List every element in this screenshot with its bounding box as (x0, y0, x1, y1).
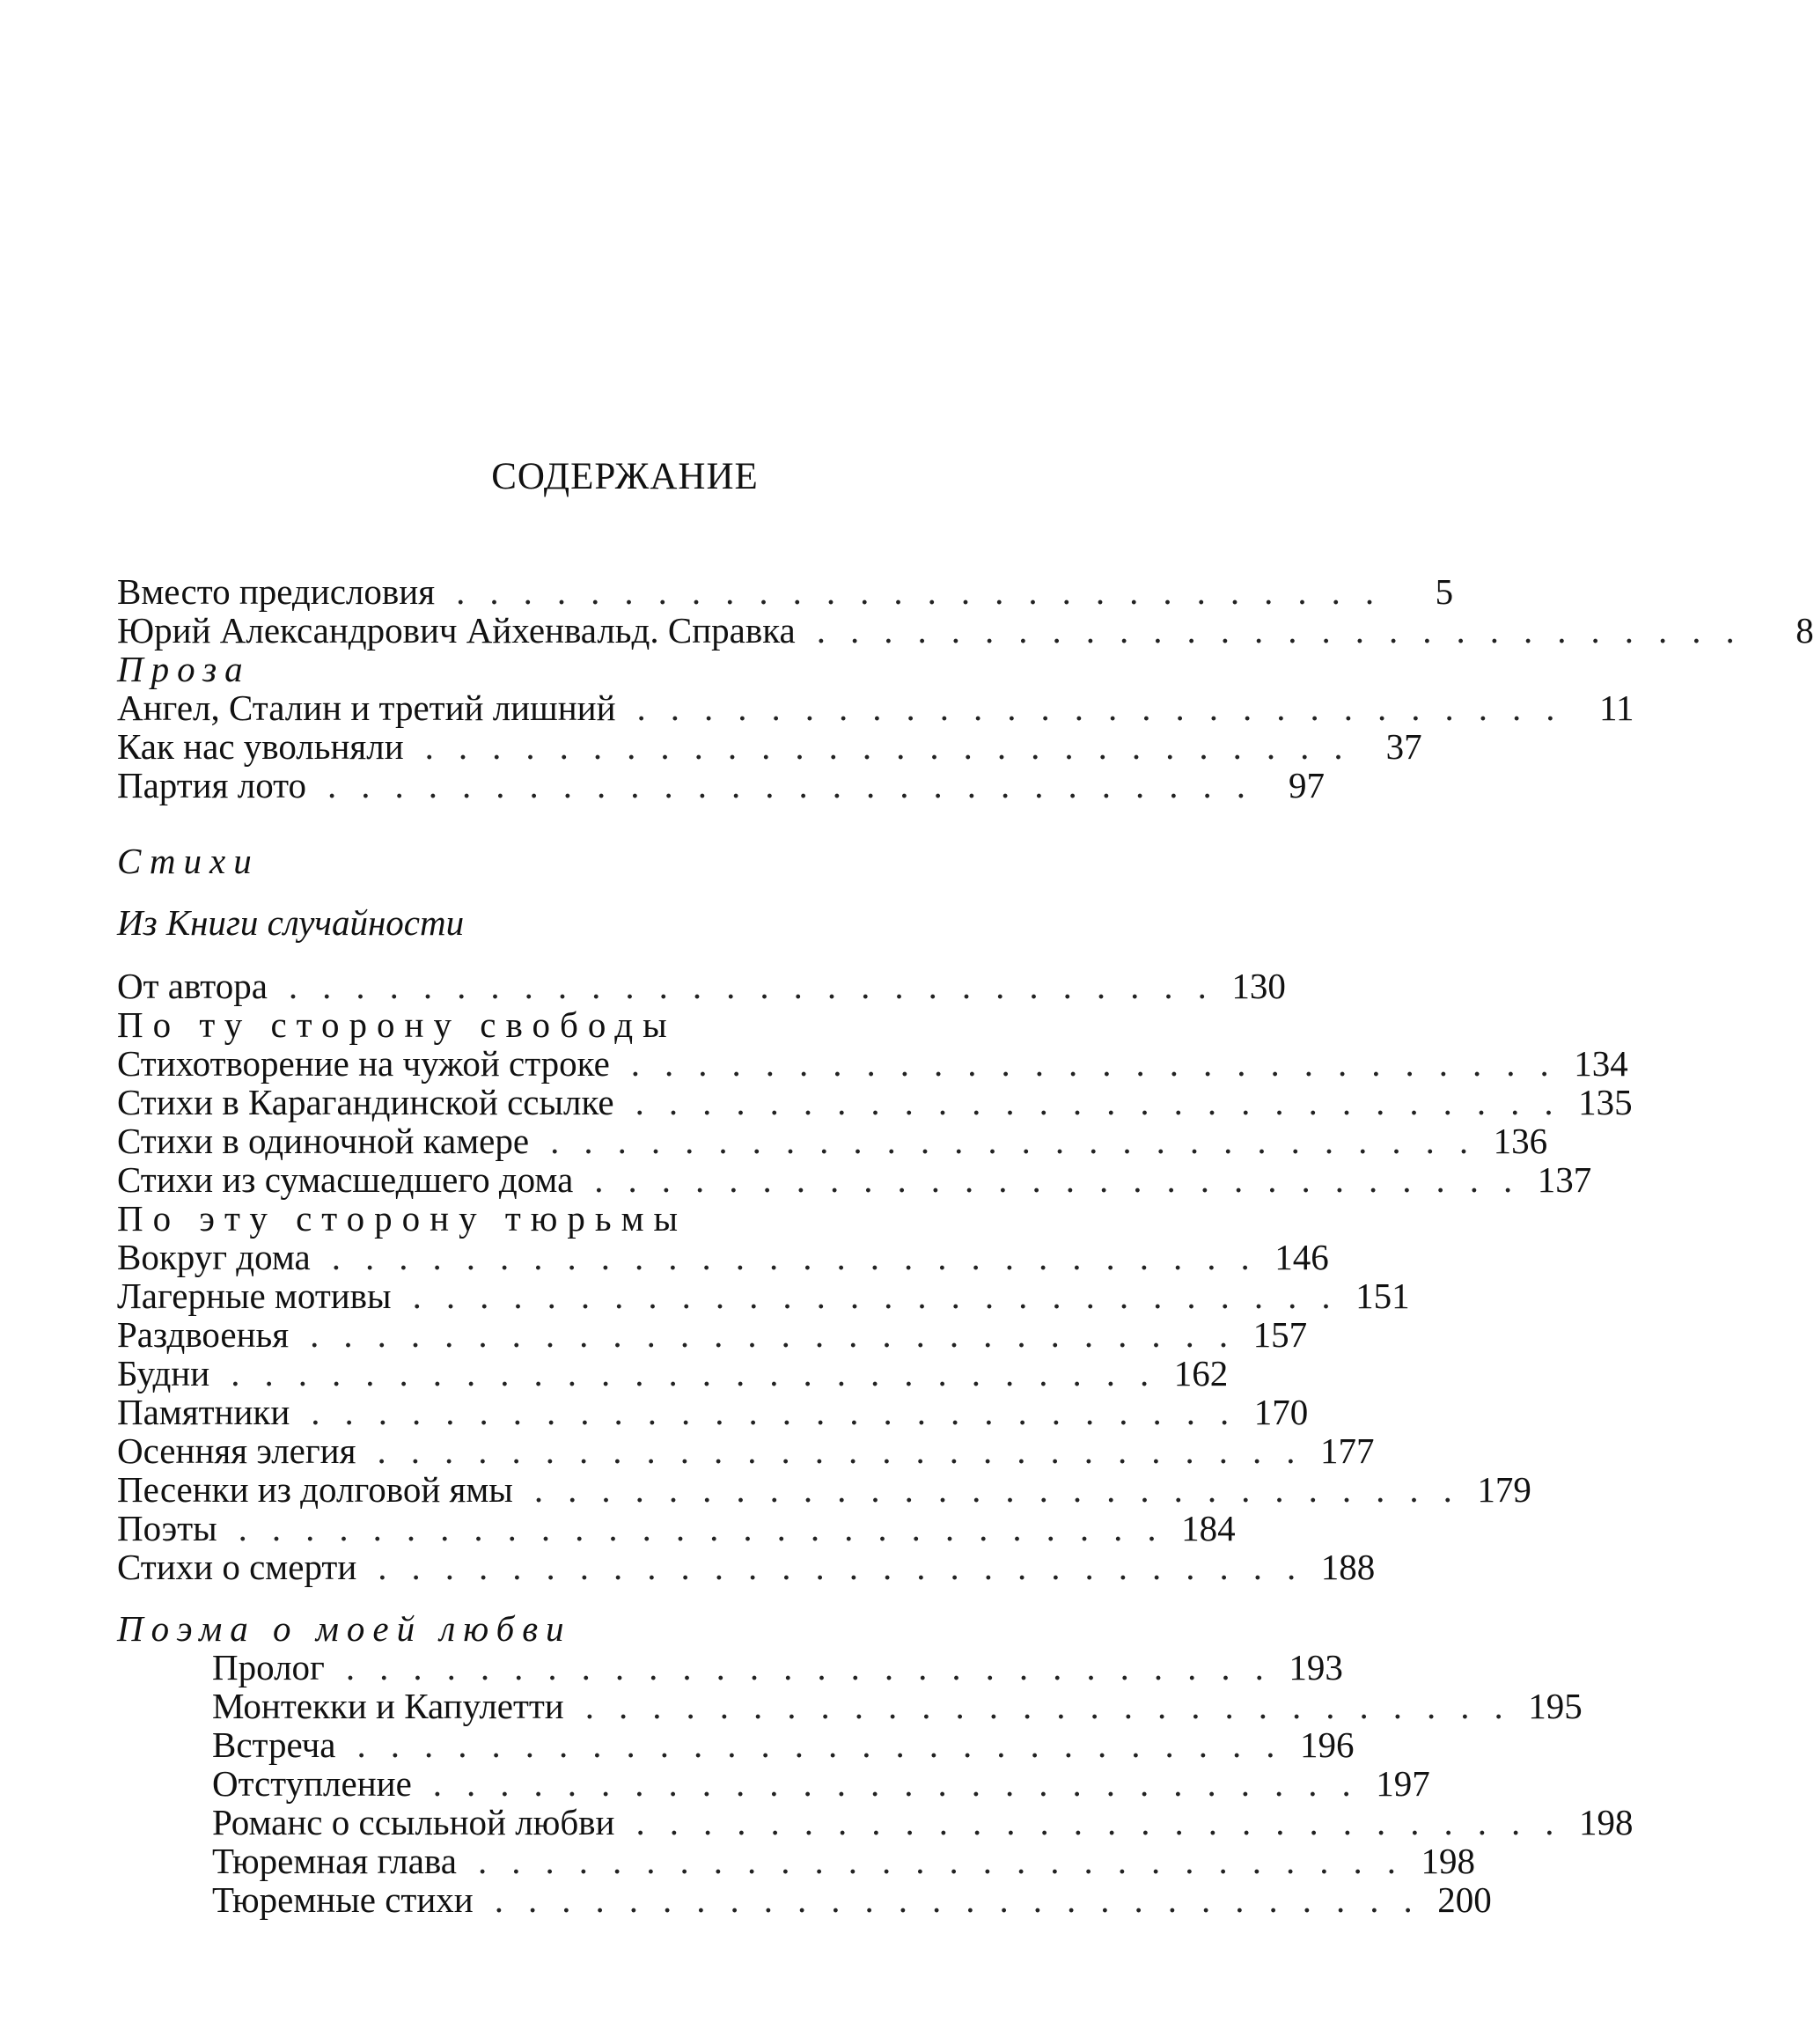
toc-entry (117, 765, 1326, 805)
dot-leader: ............................ (345, 1647, 1289, 1687)
toc-entry (117, 1237, 1329, 1277)
dot-leader: ............................ (311, 1392, 1254, 1432)
toc-entry-page: 5 (1435, 571, 1454, 612)
toc-entry-page: 188 (1320, 1547, 1376, 1587)
dot-leader: ............................ (412, 1276, 1355, 1316)
section-heading-book: Из Книги случайности (117, 902, 465, 943)
toc-entry (117, 1547, 1376, 1587)
toc-entry (117, 1159, 1592, 1200)
section-heading-freedom: По ту сторону свободы (117, 1004, 677, 1045)
toc-entry-title: Вокруг дома (117, 1237, 311, 1277)
toc-entry (117, 1647, 1343, 1687)
toc-entry-page: 177 (1320, 1430, 1375, 1471)
toc-entry-title: Памятники (117, 1392, 290, 1432)
dot-leader: ............................ (238, 1508, 1181, 1548)
section-heading-poems: Стихи (117, 841, 260, 881)
dot-leader: ............................ (424, 726, 1368, 767)
dot-leader: ............................ (327, 765, 1271, 805)
dot-leader: ............................ (331, 1237, 1274, 1277)
toc-entry-page: 11 (1599, 687, 1634, 728)
toc-entry-title: Стихи о смерти (117, 1547, 357, 1587)
toc-entry-page: 193 (1289, 1647, 1343, 1687)
toc-entry-page: 146 (1274, 1237, 1329, 1277)
toc-entry (117, 1082, 1633, 1122)
toc-entry-page: 130 (1231, 966, 1286, 1006)
toc-entry-page: 8 (1796, 610, 1814, 651)
toc-entry-page: 197 (1376, 1763, 1430, 1804)
toc-entry-title: Лагерные мотивы (117, 1276, 392, 1316)
toc-entry-title: Будни (117, 1353, 210, 1393)
dot-leader: ............................ (494, 1879, 1437, 1920)
toc-entry-title: Стихи в Карагандинской ссылке (117, 1082, 614, 1122)
toc-entry (117, 1686, 1583, 1726)
toc-entry-page: 170 (1253, 1392, 1309, 1432)
toc-entry (117, 1802, 1634, 1842)
toc-entry-page: 198 (1579, 1802, 1634, 1842)
toc-entry-page: 162 (1173, 1353, 1229, 1393)
toc-entry (117, 1841, 1475, 1881)
table-of-contents (117, 571, 1814, 1920)
toc-entry (117, 610, 1814, 651)
toc-group-freedom (117, 1043, 1633, 1200)
toc-entry-page: 198 (1421, 1841, 1475, 1881)
toc-group-intro (117, 571, 1814, 651)
dot-leader: ............................ (288, 966, 1231, 1006)
toc-entry-title: Осенняя элегия (117, 1430, 356, 1471)
toc-entry (117, 726, 1422, 767)
dot-leader: ............................ (550, 1121, 1494, 1161)
dot-leader: ............................ (635, 1082, 1578, 1122)
toc-entry (117, 1469, 1531, 1510)
toc-entry (117, 1314, 1308, 1355)
dot-leader: ............................ (378, 1547, 1321, 1587)
dot-leader: ............................ (310, 1314, 1253, 1355)
toc-entry-page: 200 (1437, 1879, 1492, 1920)
toc-group-book-intro (117, 966, 1286, 1006)
toc-entry-page: 135 (1578, 1082, 1633, 1122)
dot-leader: ............................ (636, 687, 1580, 728)
toc-entry-page: 97 (1289, 765, 1326, 805)
toc-entry-title: Стихотворение на чужой строке (117, 1043, 610, 1084)
dot-leader: ............................ (594, 1159, 1538, 1200)
toc-entry-title: От автора (117, 966, 268, 1006)
toc-entry (117, 966, 1286, 1006)
dot-leader: ............................ (356, 1724, 1300, 1765)
toc-entry-page: 195 (1528, 1686, 1583, 1726)
dot-leader: ............................ (456, 571, 1399, 612)
toc-entry-page: 134 (1574, 1043, 1628, 1084)
toc-entry-title: Стихи в одиночной камере (117, 1121, 530, 1161)
toc-entry-title: Ангел, Сталин и третий лишний (117, 687, 616, 728)
toc-entry (117, 1430, 1375, 1471)
toc-entry-title: Партия лото (117, 765, 307, 805)
toc-entry-title: Раздвоенья (117, 1314, 290, 1355)
section-heading-prose: Проза (117, 649, 251, 689)
toc-entry-title: Песенки из долговой ямы (117, 1469, 513, 1510)
toc-entry (117, 1276, 1410, 1316)
dot-leader: ............................ (584, 1686, 1528, 1726)
toc-entry (117, 1392, 1309, 1432)
dot-leader: ............................ (533, 1469, 1477, 1510)
section-heading-prison: По эту сторону тюрьмы (117, 1198, 688, 1239)
toc-entry-title: Монтекки и Капулетти (212, 1686, 564, 1726)
toc-entry (117, 1763, 1430, 1804)
toc-entry-title: Романс о ссыльной любви (212, 1802, 615, 1842)
dot-leader: ............................ (630, 1043, 1574, 1084)
toc-entry (117, 687, 1634, 728)
section-heading-love: Поэма о моей любви (117, 1608, 572, 1649)
toc-entry-title: Как нас увольняли (117, 726, 404, 767)
dot-leader: ............................ (432, 1763, 1376, 1804)
dot-leader: ............................ (231, 1353, 1174, 1393)
toc-entry-page: 157 (1252, 1314, 1308, 1355)
toc-entry (117, 1353, 1229, 1393)
page-title: СОДЕРЖАНИЕ (491, 456, 759, 497)
toc-entry-title: Пролог (212, 1647, 325, 1687)
toc-group-prose (117, 687, 1634, 805)
toc-entry (117, 1043, 1628, 1084)
toc-entry-title: Юрий Александрович Айхенвальд. Справка (117, 610, 796, 651)
dot-leader: ............................ (477, 1841, 1421, 1881)
toc-entry (117, 1508, 1236, 1548)
toc-entry (117, 571, 1454, 612)
toc-entry-title: Встреча (212, 1724, 336, 1765)
toc-group-prison (117, 1237, 1531, 1587)
dot-leader: ............................ (635, 1802, 1579, 1842)
toc-entry-page: 179 (1477, 1469, 1531, 1510)
toc-entry-page: 184 (1181, 1508, 1236, 1548)
toc-group-love (117, 1647, 1634, 1920)
toc-entry (117, 1121, 1548, 1161)
dot-leader: ............................ (377, 1430, 1320, 1471)
toc-entry-title: Поэты (117, 1508, 217, 1548)
toc-entry-title: Тюремная глава (212, 1841, 457, 1881)
toc-entry-page: 137 (1537, 1159, 1592, 1200)
toc-entry (117, 1879, 1492, 1920)
toc-entry-page: 151 (1355, 1276, 1410, 1316)
toc-entry-page: 196 (1299, 1724, 1355, 1765)
toc-entry-title: Отступление (212, 1763, 412, 1804)
toc-entry-page: 136 (1493, 1121, 1548, 1161)
toc-entry (117, 1724, 1355, 1765)
dot-leader: ............................ (816, 610, 1759, 651)
toc-entry-title: Вместо предисловия (117, 571, 436, 612)
toc-entry-title: Тюремные стихи (212, 1879, 474, 1920)
toc-entry-title: Стихи из сумасшедшего дома (117, 1159, 574, 1200)
toc-entry-page: 37 (1385, 726, 1422, 767)
